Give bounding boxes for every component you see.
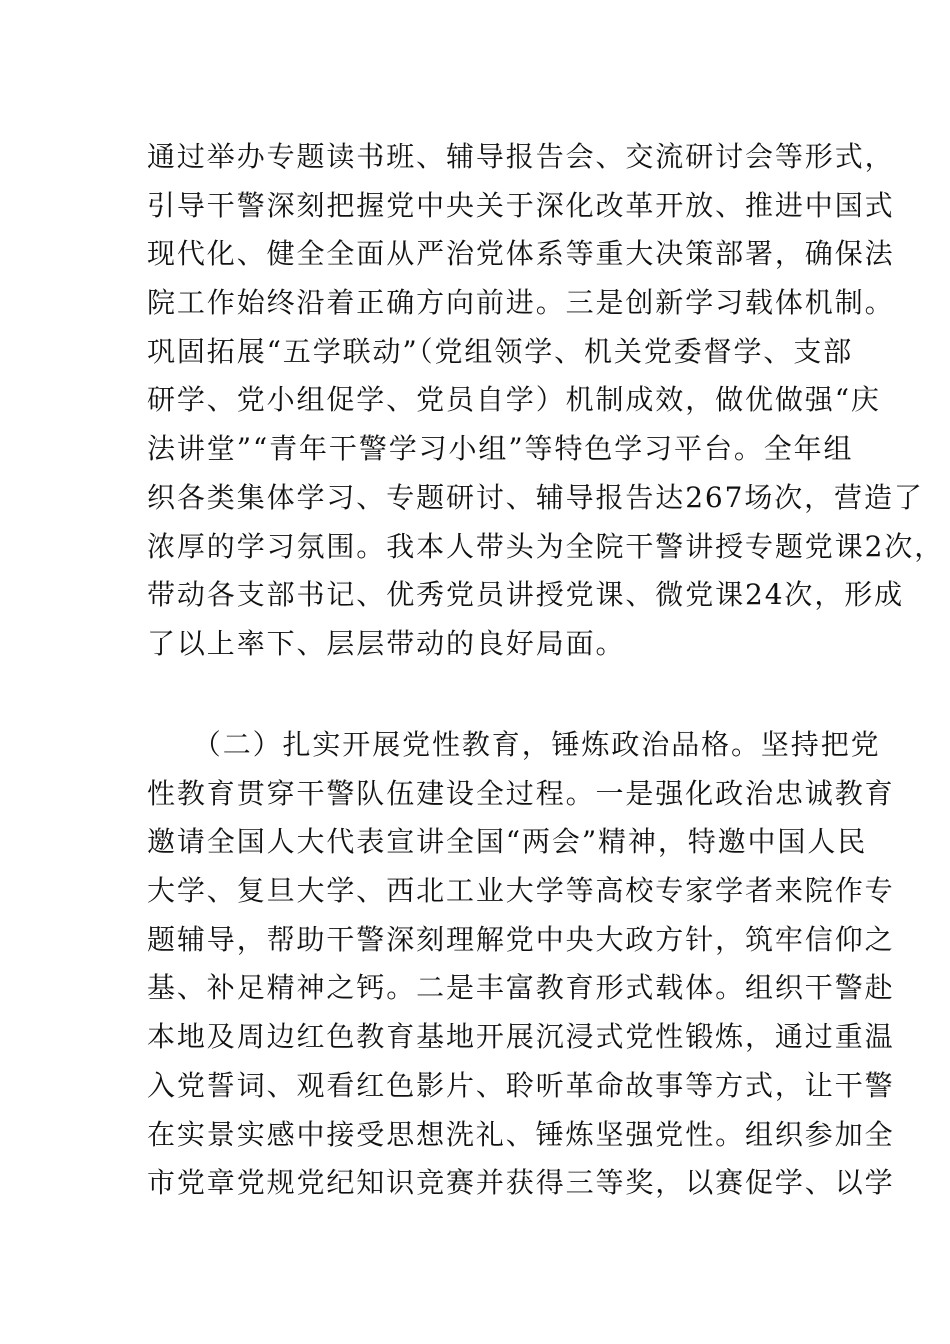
text-line: 基、补足精神之钙。二是丰富教育形式载体。组织干警赴 <box>147 971 895 1005</box>
text-line: 邀请全国人大代表宣讲全国“两会”精神，特邀中国人民 <box>147 825 868 859</box>
text-line: 现代化、健全全面从严治党体系等重大决策部署，确保法 <box>147 237 895 271</box>
paragraph-party-education <box>147 721 895 1208</box>
text-line: （二）扎实开展党性教育，锤炼政治品格。坚持把党 <box>147 728 881 761</box>
text-line: 大学、复旦大学、西北工业大学等高校专家学者来院作专 <box>147 874 895 908</box>
text-line: 织各类集体学习、专题研讨、辅导报告达267场次，营造了 <box>147 480 924 514</box>
text-line: 性教育贯穿干警队伍建设全过程。一是强化政治忠诚教育 <box>147 776 895 810</box>
text-line: 院工作始终沿着正确方向前进。三是创新学习载体机制。 <box>147 286 895 320</box>
text-line: 通过举办专题读书班、辅导报告会、交流研讨会等形式， <box>147 140 895 173</box>
text-line: 入党誓词、观看红色影片、聆听革命故事等方式，让干警 <box>147 1068 895 1102</box>
text-line: 浓厚的学习氛围。我本人带头为全院干警讲授专题党课2次， <box>147 529 945 563</box>
paragraph-study-mechanism <box>147 133 945 669</box>
text-line: 了以上率下、层层带动的良好局面。 <box>147 626 626 660</box>
text-line: 市党章党规党纪知识竞赛并获得三等奖，以赛促学、以学 <box>147 1166 895 1200</box>
text-line: 巩固拓展“五学联动”（党组领学、机关党委督学、支部 <box>147 334 854 368</box>
text-line: 在实景实感中接受思想洗礼、锤炼坚强党性。组织参加全 <box>147 1117 895 1151</box>
text-line: 带动各支部书记、优秀党员讲授党课、微党课24次，形成 <box>147 578 905 612</box>
text-line: 研学、党小组促学、党员自学）机制成效，做优做强“庆 <box>147 383 881 417</box>
text-line: 引导干警深刻把握党中央关于深化改革开放、推进中国式 <box>147 188 895 222</box>
text-line: 法讲堂”“青年干警学习小组”等特色学习平台。全年组 <box>147 432 854 466</box>
text-line: 本地及周边红色教育基地开展沉浸式党性锻炼，通过重温 <box>147 1020 895 1054</box>
text-line: 题辅导，帮助干警深刻理解党中央大政方针，筑牢信仰之 <box>147 922 895 956</box>
